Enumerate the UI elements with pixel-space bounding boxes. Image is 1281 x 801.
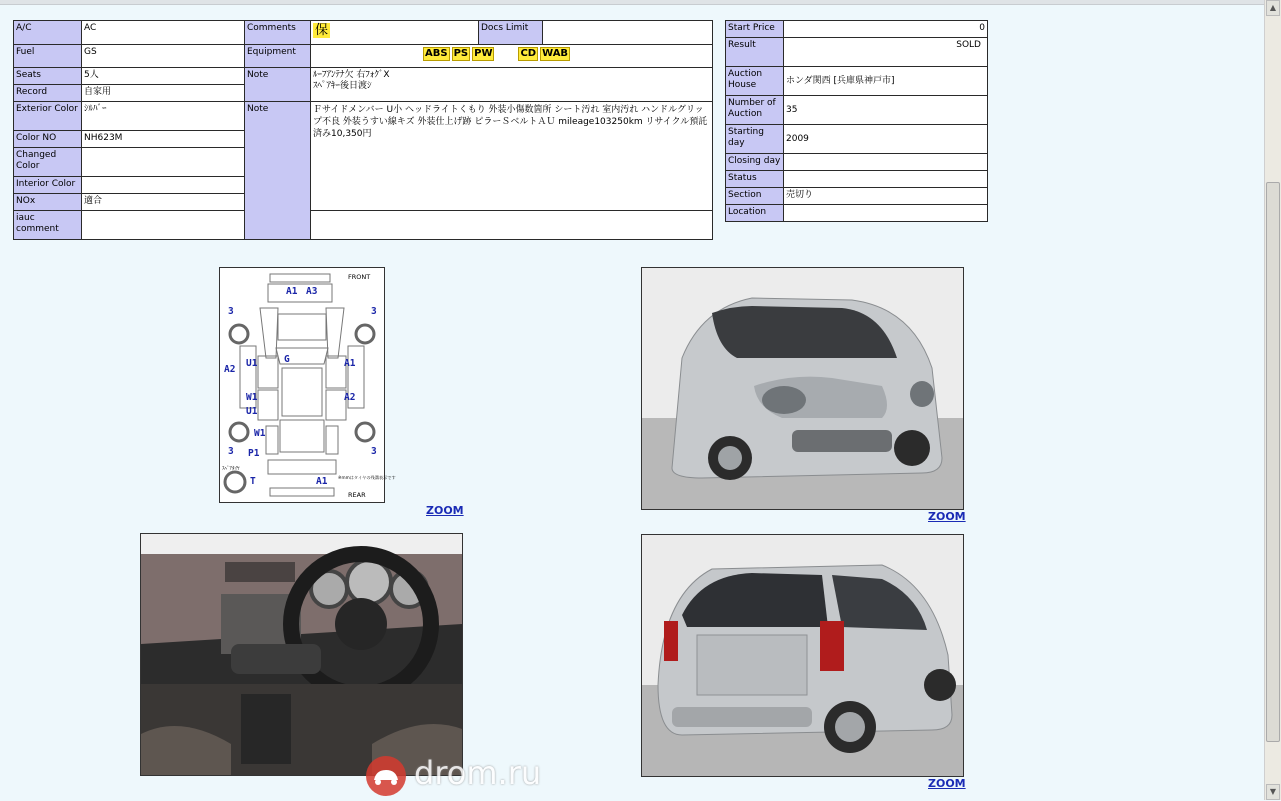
drom-watermark-text: drom.ru xyxy=(414,754,542,792)
comments-label: Comments xyxy=(245,21,311,45)
start-price-value: 0 xyxy=(784,21,988,38)
auction-house-value: ホンダ関西 [兵庫県神戸市] xyxy=(784,67,988,96)
interior-color-value xyxy=(82,177,245,194)
equipment-badge-cd: CD xyxy=(520,48,537,59)
browser-top-edge xyxy=(0,0,1264,5)
vertical-scrollbar[interactable] xyxy=(1264,0,1281,800)
result-label: Result xyxy=(726,38,784,67)
color-no-value: NH623M xyxy=(82,131,245,148)
scroll-down-arrow-icon[interactable]: ▼ xyxy=(1266,784,1280,800)
auction-house-label: Auction House xyxy=(726,67,784,96)
mark-3-rl: 3 xyxy=(228,446,234,457)
mark-u1-left: U1 xyxy=(246,358,258,369)
fuel-label: Fuel xyxy=(14,45,82,68)
mark-3-fl: 3 xyxy=(228,306,234,317)
mark-3-rr: 3 xyxy=(371,446,377,457)
nox-label: NOx xyxy=(14,194,82,211)
mark-w1-left: W1 xyxy=(246,392,258,403)
record-label: Record xyxy=(14,85,82,102)
auction-info-table xyxy=(725,20,988,222)
sheet-note: ※mmはタイヤの残溝表示です xyxy=(338,475,396,480)
location-value xyxy=(784,205,988,222)
inspection-sheet-drawing xyxy=(220,268,396,502)
car-interior-photo[interactable] xyxy=(140,533,463,776)
note1-label: Note xyxy=(245,68,311,102)
note1-line-1: ﾙｰﾌｱﾝﾃﾅ欠 右ﾌｫｸﾞX xyxy=(313,70,390,80)
status-label: Status xyxy=(726,171,784,188)
comments-value xyxy=(311,21,479,45)
status-value xyxy=(784,171,988,188)
location-label: Location xyxy=(726,205,784,222)
equipment-value xyxy=(311,45,713,68)
car-front-drawing xyxy=(642,268,963,509)
mark-a1-rear: A1 xyxy=(316,476,328,487)
mark-g: G xyxy=(284,354,290,365)
equipment-label: Equipment xyxy=(245,45,311,68)
closing-day-label: Closing day xyxy=(726,154,784,171)
car-interior-drawing xyxy=(141,534,462,775)
comments-badge: 保 xyxy=(315,23,329,38)
vehicle-info-table xyxy=(13,20,713,240)
note1-value xyxy=(311,68,713,102)
fuel-value: GS xyxy=(82,45,245,68)
mark-3-fr: 3 xyxy=(371,306,377,317)
exterior-color-value: ｼﾙﾊﾞｰ xyxy=(82,102,245,131)
start-price-label: Start Price xyxy=(726,21,784,38)
mark-u1-left-lower: U1 xyxy=(246,406,258,417)
scrollbar-thumb[interactable] xyxy=(1266,182,1280,742)
note2-label: Note xyxy=(245,102,311,240)
mark-a1-front: A1 xyxy=(286,286,298,297)
note1-line-2: ｽﾍﾟｱｷｰ後日渡ｼ xyxy=(313,81,372,91)
number-of-auction-label: Number of Auction xyxy=(726,96,784,125)
iauc-comment-value xyxy=(82,211,713,240)
equipment-badge-ps: PS xyxy=(453,48,469,59)
color-no-label: Color NO xyxy=(14,131,82,148)
number-of-auction-value: 35 xyxy=(784,96,988,125)
seats-value: 5人 xyxy=(82,68,245,85)
zoom-link-front[interactable]: ZOOM xyxy=(928,510,966,523)
car-rear-drawing xyxy=(642,535,963,776)
mark-a1-right: A1 xyxy=(344,358,356,369)
inspection-sheet-image[interactable] xyxy=(219,267,396,503)
mark-a2-right: A2 xyxy=(344,392,356,403)
drom-watermark xyxy=(364,752,564,798)
equipment-badge-wab: WAB xyxy=(542,48,569,59)
car-rear-photo[interactable] xyxy=(641,534,964,777)
car-front-photo[interactable] xyxy=(641,267,964,510)
mark-a2-left: A2 xyxy=(224,364,236,375)
closing-day-value xyxy=(784,154,988,171)
zoom-link-inspection[interactable]: ZOOM xyxy=(426,504,464,517)
mark-t: T xyxy=(250,476,256,487)
section-label: Section xyxy=(726,188,784,205)
iauc-comment-label: iauc comment xyxy=(14,211,82,240)
nox-value: 適合 xyxy=(82,194,245,211)
record-value: 自家用 xyxy=(82,85,245,102)
mark-w1-rear: W1 xyxy=(254,428,266,439)
section-value: 売切り xyxy=(784,188,988,205)
docs-limit-value xyxy=(543,21,713,45)
exterior-color-label: Exterior Color xyxy=(14,102,82,131)
starting-day-label: Starting day xyxy=(726,125,784,154)
ac-label: A/C xyxy=(14,21,82,45)
ac-value: AC xyxy=(82,21,245,45)
changed-color-label: Changed Color xyxy=(14,148,82,177)
interior-color-label: Interior Color xyxy=(14,177,82,194)
note2-value: Ｆサイドメンバー U小 ヘッドライトくもり 外装小傷数箇所 シート汚れ 室内汚れ ハンドルグリップ不良 外装うすい線キズ 外装仕上げ跡 ピラーＳベルトＡＵ mileage103250km リサイクル預託済み10,350円 xyxy=(311,102,713,211)
starting-day-value: 2009 xyxy=(784,125,988,154)
result-value: SOLD xyxy=(784,38,988,67)
changed-color-value xyxy=(82,148,245,177)
sheet-spare-label: ｽﾍﾟｱﾀｲﾔ xyxy=(222,466,240,472)
mark-a3-front: A3 xyxy=(306,286,318,297)
seats-label: Seats xyxy=(14,68,82,85)
docs-limit-label: Docs Limit xyxy=(479,21,543,45)
scroll-up-arrow-icon[interactable]: ▲ xyxy=(1266,0,1280,16)
sheet-front-label: FRONT xyxy=(348,273,371,281)
zoom-link-rear[interactable]: ZOOM xyxy=(928,777,966,790)
mark-p1: P1 xyxy=(248,448,260,459)
equipment-badge-abs: ABS xyxy=(425,48,448,59)
equipment-badge-pw: PW xyxy=(474,48,493,59)
sheet-rear-label: REAR xyxy=(348,491,366,499)
